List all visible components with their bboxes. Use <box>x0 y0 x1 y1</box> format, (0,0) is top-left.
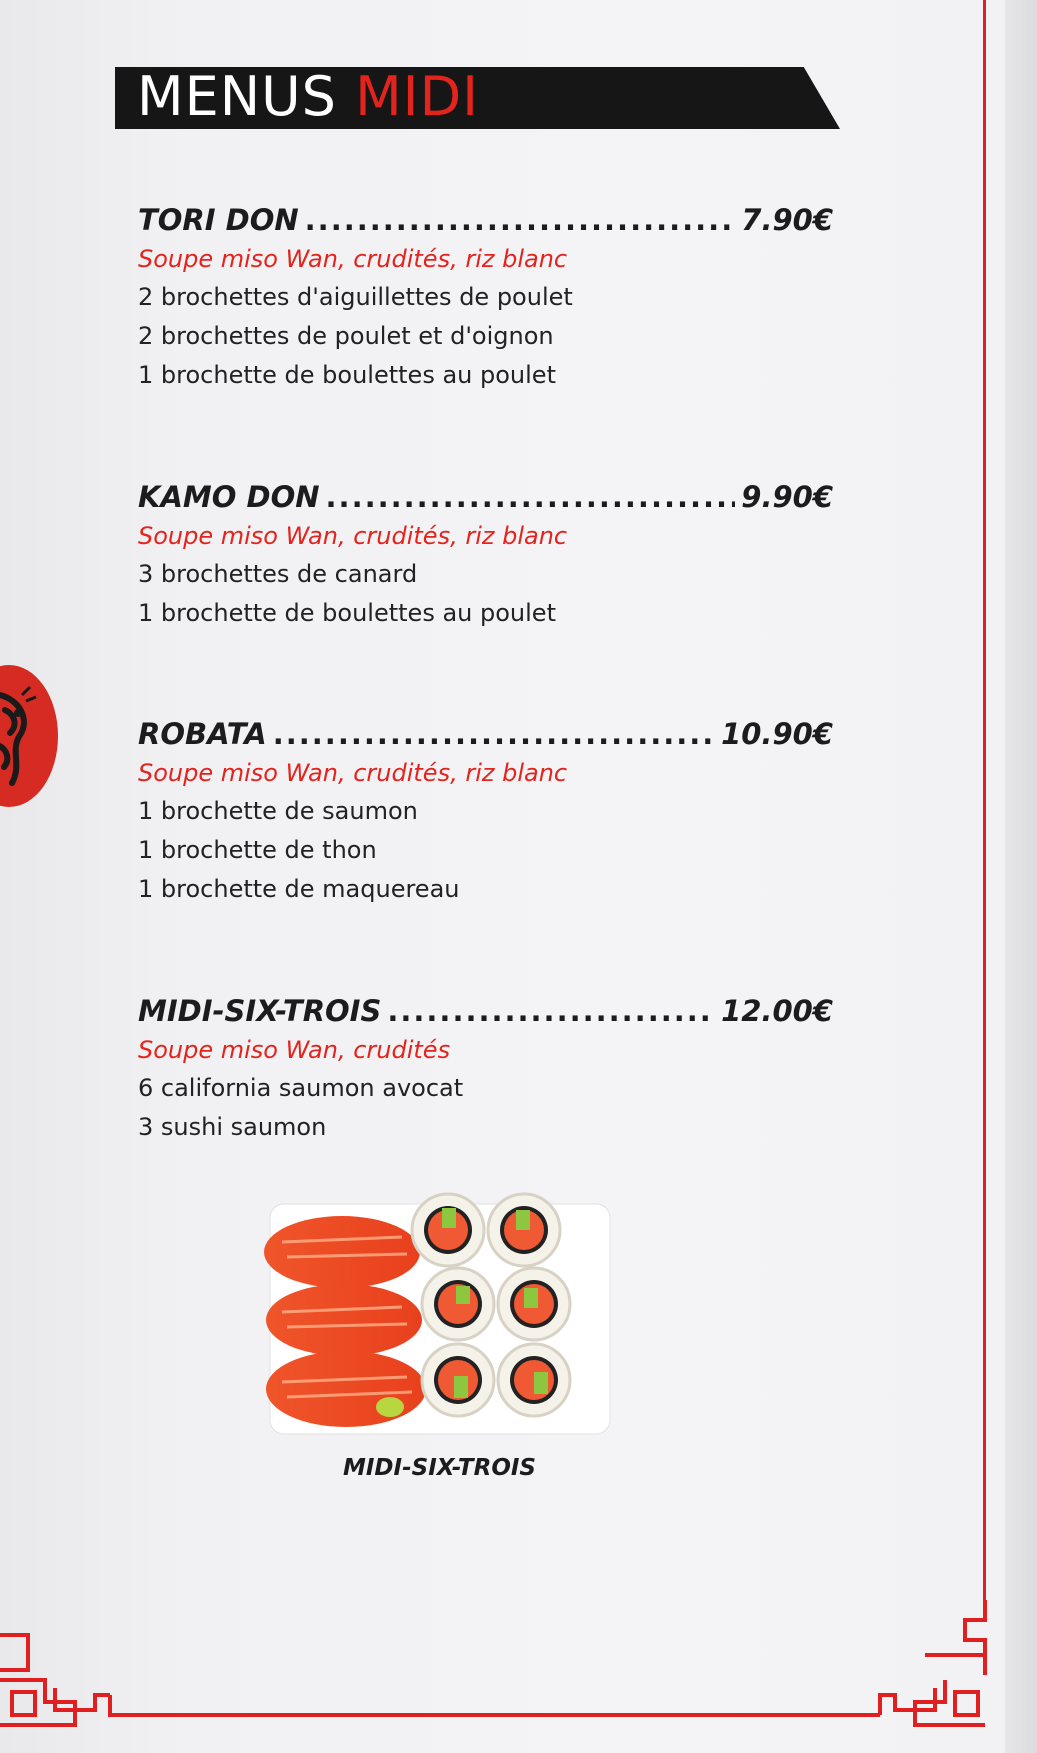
menu-item-price: 12.00€ <box>721 994 833 1028</box>
menu-item-robata <box>138 714 833 909</box>
leader-dots <box>273 714 715 754</box>
menu-item-line: 2 brochettes de poulet et d'oignon <box>138 322 554 350</box>
menu-item-line: 1 brochette de boulettes au poulet <box>138 361 556 389</box>
menu-item-line: 6 california saumon avocat <box>138 1074 464 1102</box>
menu-item-line: 1 brochette de maquereau <box>138 875 460 903</box>
menu-item-line: 1 brochette de thon <box>138 836 377 864</box>
menu-item-tori-don <box>138 200 833 395</box>
menu-item-name: KAMO DON <box>138 480 320 514</box>
leader-dots <box>326 477 736 517</box>
menu-item-subtitle: Soupe miso Wan, crudités, riz blanc <box>138 759 568 787</box>
menu-item-header <box>138 991 833 1031</box>
menu-item-price: 10.90€ <box>721 717 833 751</box>
page-edge <box>1005 0 1037 1753</box>
menu-item-kamo-don <box>138 477 833 633</box>
page-title <box>137 64 479 130</box>
menu-item-line: 3 sushi saumon <box>138 1113 327 1141</box>
dragon-seal-icon <box>0 665 58 807</box>
menu-item-midi-six-trois <box>138 991 833 1147</box>
fret-border-decoration <box>0 1580 1037 1753</box>
menu-item-name: TORI DON <box>138 203 299 237</box>
photo-caption: MIDI-SIX-TROIS <box>342 1455 536 1481</box>
menu-item-price: 7.90€ <box>741 203 833 237</box>
red-border-line <box>983 0 986 1600</box>
menu-item-subtitle: Soupe miso Wan, crudités, riz blanc <box>138 245 568 273</box>
nigiri-group <box>264 1216 426 1427</box>
menu-item-subtitle: Soupe miso Wan, crudités <box>138 1036 451 1064</box>
menu-item-name: ROBATA <box>138 717 267 751</box>
leader-dots <box>387 991 715 1031</box>
menu-item-name: MIDI-SIX-TROIS <box>138 994 382 1028</box>
sushi-plate-image <box>262 1192 617 1438</box>
menu-item-price: 9.90€ <box>741 480 833 514</box>
menu-item-line: 2 brochettes d'aiguillettes de poulet <box>138 283 573 311</box>
title-accent: MIDI <box>355 65 480 128</box>
menu-item-subtitle: Soupe miso Wan, crudités, riz blanc <box>138 522 568 550</box>
menu-item-line: 1 brochette de saumon <box>138 797 418 825</box>
menu-item-header <box>138 477 833 517</box>
menu-item-line: 1 brochette de boulettes au poulet <box>138 599 556 627</box>
title-main: MENUS <box>137 65 337 128</box>
menu-item-line: 3 brochettes de canard <box>138 560 418 588</box>
leader-dots <box>305 200 736 240</box>
menu-item-header <box>138 200 833 240</box>
menu-item-header <box>138 714 833 754</box>
maki-group <box>412 1194 570 1416</box>
